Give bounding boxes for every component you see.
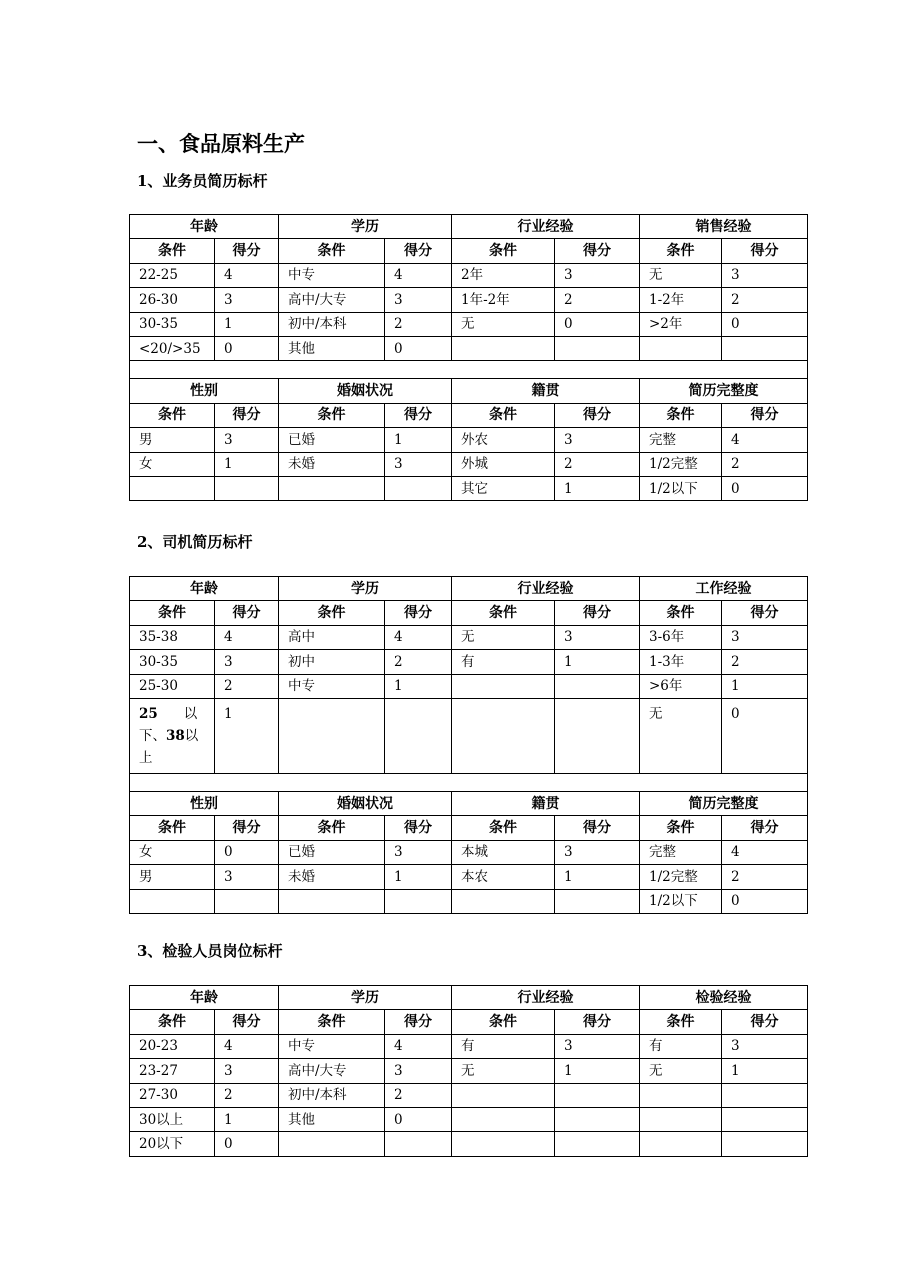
condition-cell: 1/2完整 [640, 452, 722, 476]
condition-header: 条件 [640, 816, 722, 840]
condition-cell: 完整 [640, 840, 722, 864]
condition-header: 条件 [130, 1010, 215, 1034]
score-cell: 1 [555, 476, 640, 500]
score-cell: 4 [385, 625, 452, 649]
condition-cell: 20-23 [130, 1034, 215, 1058]
score-cell: 3 [215, 288, 279, 312]
condition-header: 条件 [452, 601, 555, 625]
category-header: 年龄 [130, 215, 279, 239]
score-cell: 4 [385, 1034, 452, 1058]
condition-header: 条件 [279, 1010, 385, 1034]
page-title: 一、食品原料生产 [137, 131, 305, 156]
category-header: 婚姻状况 [279, 379, 452, 403]
condition-cell: 高中 [279, 625, 385, 649]
age-range-text: 25 [139, 705, 158, 722]
score-cell: 3 [385, 452, 452, 476]
score-cell: 4 [215, 625, 279, 649]
condition-cell: 女 [130, 452, 215, 476]
condition-cell: 30-35 [130, 312, 215, 336]
condition-cell [279, 1132, 385, 1156]
score-header: 得分 [555, 403, 640, 427]
score-cell [722, 1132, 808, 1156]
condition-header: 条件 [640, 601, 722, 625]
condition-cell: 25-30 [130, 674, 215, 698]
score-cell: 1 [215, 312, 279, 336]
category-header-row [130, 577, 808, 601]
table-row [130, 625, 808, 649]
score-header: 得分 [722, 403, 808, 427]
table-row [130, 674, 808, 698]
score-header: 得分 [215, 816, 279, 840]
condition-cell: 初中/本科 [279, 1083, 385, 1107]
condition-cell: 未婚 [279, 452, 385, 476]
condition-cell [640, 1107, 722, 1131]
condition-cell [452, 1107, 555, 1131]
score-cell: 2 [215, 1083, 279, 1107]
condition-cell: 外农 [452, 428, 555, 452]
score-cell: 3 [555, 840, 640, 864]
condition-cell [130, 476, 215, 500]
category-header: 简历完整度 [640, 379, 808, 403]
score-cell: 3 [215, 650, 279, 674]
age-range-text: 38 [166, 727, 185, 744]
score-cell: 1 [215, 698, 279, 773]
sub-header-row [130, 816, 808, 840]
table-row [130, 1059, 808, 1083]
condition-cell: 2年 [452, 263, 555, 287]
score-cell: 3 [215, 865, 279, 889]
condition-cell: 本农 [452, 865, 555, 889]
condition-cell: 1/2完整 [640, 865, 722, 889]
score-cell: 1 [385, 674, 452, 698]
condition-cell [279, 889, 385, 913]
score-cell: 3 [722, 263, 808, 287]
table-row [130, 840, 808, 864]
score-cell: 3 [385, 288, 452, 312]
condition-header: 条件 [640, 1010, 722, 1034]
condition-cell: 1-2年 [640, 288, 722, 312]
score-header: 得分 [385, 403, 452, 427]
score-cell: 0 [385, 1107, 452, 1131]
score-cell: 1 [385, 865, 452, 889]
score-cell: 0 [722, 698, 808, 773]
score-cell: 3 [722, 625, 808, 649]
score-cell: 1 [215, 452, 279, 476]
condition-cell [452, 1083, 555, 1107]
score-cell: 1 [722, 674, 808, 698]
table-row [130, 1083, 808, 1107]
score-cell: 1 [722, 1059, 808, 1083]
table-row [130, 476, 808, 500]
score-cell: 3 [215, 428, 279, 452]
score-header: 得分 [722, 816, 808, 840]
condition-cell [640, 1132, 722, 1156]
score-cell: 2 [215, 674, 279, 698]
score-cell: 2 [722, 288, 808, 312]
condition-header: 条件 [130, 601, 215, 625]
score-cell [722, 1107, 808, 1131]
table-row [130, 1132, 808, 1156]
condition-header: 条件 [640, 239, 722, 263]
score-header: 得分 [555, 816, 640, 840]
condition-cell: >6年 [640, 674, 722, 698]
score-header: 得分 [555, 239, 640, 263]
score-cell [215, 889, 279, 913]
condition-cell: 22-25 [130, 263, 215, 287]
category-header: 籍贯 [452, 791, 640, 815]
table-row [130, 263, 808, 287]
condition-cell: >2年 [640, 312, 722, 336]
table-row [130, 288, 808, 312]
score-header: 得分 [722, 601, 808, 625]
score-cell: 2 [555, 452, 640, 476]
score-cell: 0 [722, 312, 808, 336]
condition-cell: 1/2以下 [640, 476, 722, 500]
condition-header: 条件 [130, 239, 215, 263]
score-cell: 2 [722, 650, 808, 674]
score-cell [215, 476, 279, 500]
driver-resume-table [129, 576, 808, 914]
condition-cell [452, 674, 555, 698]
spacer-cell [130, 361, 808, 379]
condition-header: 条件 [279, 816, 385, 840]
condition-cell [279, 698, 385, 773]
condition-cell: 初中/本科 [279, 312, 385, 336]
condition-cell: 本城 [452, 840, 555, 864]
condition-header: 条件 [452, 403, 555, 427]
condition-cell: 无 [640, 1059, 722, 1083]
condition-cell: 已婚 [279, 840, 385, 864]
condition-header: 条件 [452, 816, 555, 840]
score-header: 得分 [385, 239, 452, 263]
condition-header: 条件 [452, 1010, 555, 1034]
table-row [130, 1034, 808, 1058]
score-cell [385, 889, 452, 913]
score-cell: 4 [215, 1034, 279, 1058]
score-cell: 0 [722, 889, 808, 913]
score-cell: 4 [722, 428, 808, 452]
score-cell [555, 1107, 640, 1131]
score-cell [385, 1132, 452, 1156]
category-header-row [130, 986, 808, 1010]
spacer-row [130, 361, 808, 379]
score-cell: 2 [385, 650, 452, 674]
category-header: 行业经验 [452, 577, 640, 601]
score-cell [722, 1083, 808, 1107]
condition-header: 条件 [452, 239, 555, 263]
score-cell: 1 [385, 428, 452, 452]
condition-cell [452, 698, 555, 773]
score-cell: 3 [722, 1034, 808, 1058]
score-cell: 0 [722, 476, 808, 500]
score-cell: 1 [555, 1059, 640, 1083]
score-cell: 0 [215, 840, 279, 864]
condition-cell [130, 889, 215, 913]
score-cell [555, 1132, 640, 1156]
condition-cell: 无 [452, 312, 555, 336]
score-cell [385, 476, 452, 500]
age-range-text: 上 [139, 749, 153, 766]
condition-cell: 30-35 [130, 650, 215, 674]
score-cell: 0 [555, 312, 640, 336]
score-cell [555, 698, 640, 773]
condition-cell: 其他 [279, 1107, 385, 1131]
table-row [130, 698, 808, 773]
condition-cell: 中专 [279, 1034, 385, 1058]
table-row [130, 452, 808, 476]
category-header-row [130, 791, 808, 815]
condition-header: 条件 [640, 403, 722, 427]
score-header: 得分 [555, 1010, 640, 1034]
section-heading-driver: 2、司机简历标杆 [137, 533, 253, 551]
score-cell: 2 [722, 452, 808, 476]
score-cell: 3 [555, 625, 640, 649]
score-cell [555, 889, 640, 913]
condition-cell: 已婚 [279, 428, 385, 452]
score-cell: 2 [722, 865, 808, 889]
table-row [130, 312, 808, 336]
condition-cell: 1-3年 [640, 650, 722, 674]
sub-header-row [130, 601, 808, 625]
score-header: 得分 [215, 239, 279, 263]
table-row [130, 1107, 808, 1131]
condition-cell: 女 [130, 840, 215, 864]
condition-cell: 初中 [279, 650, 385, 674]
category-header: 行业经验 [452, 986, 640, 1010]
score-cell: 4 [722, 840, 808, 864]
category-header: 性别 [130, 791, 279, 815]
score-header: 得分 [722, 1010, 808, 1034]
category-header: 学历 [279, 577, 452, 601]
score-cell: 3 [385, 1059, 452, 1083]
score-cell: 0 [385, 336, 452, 360]
salesman-resume-table [129, 214, 808, 501]
category-header: 检验经验 [640, 986, 808, 1010]
condition-cell [279, 476, 385, 500]
inspector-post-table [129, 985, 808, 1157]
score-header: 得分 [722, 239, 808, 263]
category-header: 学历 [279, 986, 452, 1010]
score-header: 得分 [385, 1010, 452, 1034]
sub-header-row [130, 403, 808, 427]
condition-cell: 27-30 [130, 1083, 215, 1107]
condition-cell: 其他 [279, 336, 385, 360]
condition-cell [452, 889, 555, 913]
score-cell: 1 [555, 650, 640, 674]
score-header: 得分 [215, 601, 279, 625]
condition-cell: 1年-2年 [452, 288, 555, 312]
table-row [130, 865, 808, 889]
score-cell [555, 336, 640, 360]
score-cell [555, 1083, 640, 1107]
condition-cell: 高中/大专 [279, 1059, 385, 1083]
score-cell: 3 [555, 1034, 640, 1058]
score-cell: 0 [215, 336, 279, 360]
score-cell [555, 674, 640, 698]
table-row [130, 889, 808, 913]
category-header: 婚姻状况 [279, 791, 452, 815]
condition-header: 条件 [130, 816, 215, 840]
condition-cell: 26-30 [130, 288, 215, 312]
age-range-text: 以 [183, 705, 198, 722]
condition-cell [452, 336, 555, 360]
condition-cell: 30以上 [130, 1107, 215, 1131]
category-header: 籍贯 [452, 379, 640, 403]
condition-cell: 3-6年 [640, 625, 722, 649]
category-header: 销售经验 [640, 215, 808, 239]
score-cell [722, 336, 808, 360]
condition-header: 条件 [279, 601, 385, 625]
age-range-text: 以 [184, 727, 199, 744]
condition-header: 条件 [130, 403, 215, 427]
condition-cell: 中专 [279, 263, 385, 287]
condition-cell: 有 [452, 1034, 555, 1058]
condition-cell [640, 1083, 722, 1107]
condition-header: 条件 [279, 239, 385, 263]
sub-header-row [130, 1010, 808, 1034]
table-row [130, 428, 808, 452]
score-header: 得分 [385, 601, 452, 625]
category-header: 行业经验 [452, 215, 640, 239]
condition-cell: 无 [640, 263, 722, 287]
score-header: 得分 [215, 1010, 279, 1034]
category-header: 年龄 [130, 986, 279, 1010]
score-cell: 3 [215, 1059, 279, 1083]
category-header: 学历 [279, 215, 452, 239]
category-header: 工作经验 [640, 577, 808, 601]
table-row [130, 336, 808, 360]
spacer-row [130, 773, 808, 791]
score-cell: 2 [385, 312, 452, 336]
score-cell: 2 [385, 1083, 452, 1107]
condition-cell: 中专 [279, 674, 385, 698]
condition-cell: 有 [640, 1034, 722, 1058]
category-header: 简历完整度 [640, 791, 808, 815]
score-cell [385, 698, 452, 773]
score-cell: 4 [215, 263, 279, 287]
condition-cell: 1/2以下 [640, 889, 722, 913]
score-cell: 3 [385, 840, 452, 864]
condition-cell: 男 [130, 865, 215, 889]
section-heading-inspector: 3、检验人员岗位标杆 [137, 942, 283, 960]
age-range-text: 下、 [139, 727, 166, 744]
category-header-row [130, 215, 808, 239]
spacer-cell [130, 773, 808, 791]
score-header: 得分 [215, 403, 279, 427]
condition-cell [640, 336, 722, 360]
condition-cell [452, 1132, 555, 1156]
condition-cell: 其它 [452, 476, 555, 500]
condition-cell: 完整 [640, 428, 722, 452]
category-header-row [130, 379, 808, 403]
score-header: 得分 [385, 816, 452, 840]
condition-cell: 无 [640, 698, 722, 773]
category-header: 年龄 [130, 577, 279, 601]
condition-cell: 外城 [452, 452, 555, 476]
condition-cell: 无 [452, 1059, 555, 1083]
sub-header-row [130, 239, 808, 263]
score-cell: 0 [215, 1132, 279, 1156]
score-cell: 1 [215, 1107, 279, 1131]
condition-cell: 高中/大专 [279, 288, 385, 312]
score-cell: 3 [555, 263, 640, 287]
score-cell: 2 [555, 288, 640, 312]
condition-cell: <20/>35 [130, 336, 215, 360]
category-header: 性别 [130, 379, 279, 403]
condition-cell: 男 [130, 428, 215, 452]
condition-cell: 有 [452, 650, 555, 674]
condition-cell: 20以下 [130, 1132, 215, 1156]
table-row [130, 650, 808, 674]
condition-cell: 23-27 [130, 1059, 215, 1083]
score-header: 得分 [555, 601, 640, 625]
score-cell: 1 [555, 865, 640, 889]
condition-cell: 未婚 [279, 865, 385, 889]
condition-cell: 无 [452, 625, 555, 649]
section-heading-salesman: 1、业务员简历标杆 [137, 172, 268, 190]
condition-cell: 35-38 [130, 625, 215, 649]
score-cell: 3 [555, 428, 640, 452]
condition-header: 条件 [279, 403, 385, 427]
condition-cell [130, 698, 215, 773]
score-cell: 4 [385, 263, 452, 287]
